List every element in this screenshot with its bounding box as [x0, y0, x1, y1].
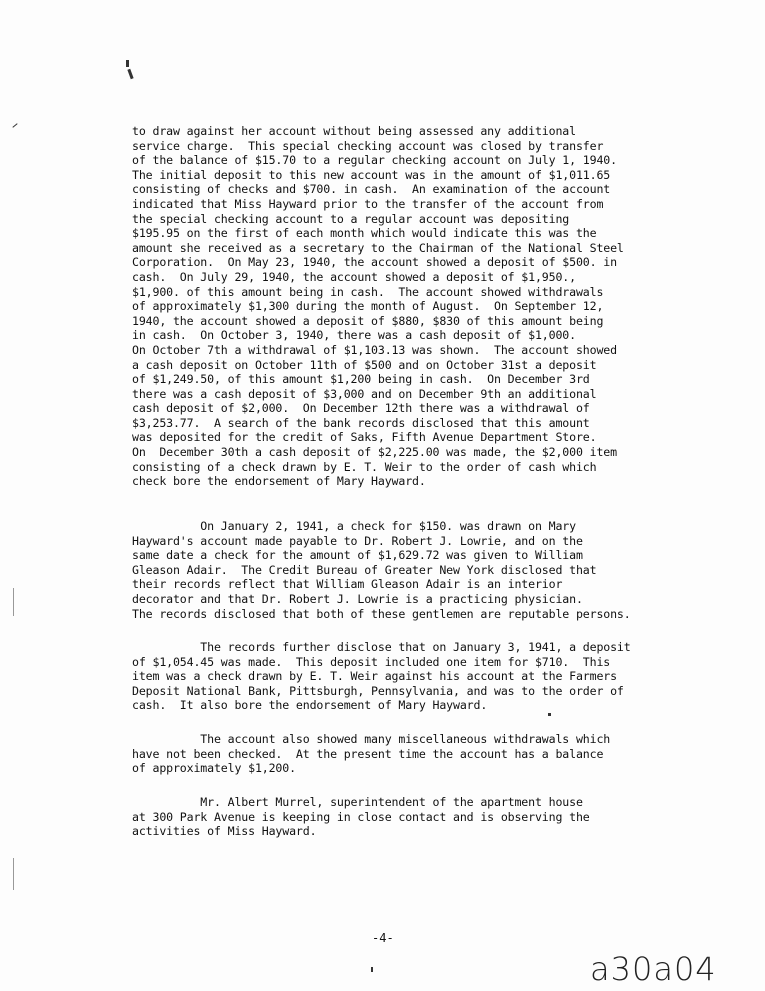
paragraph-january-checks: On January 2, 1941, a check for $150. was drawn on Mary Hayward's account made payable to Dr. Robert J. Lowrie, and on the same date a check for the amount of $1,629.72 was given to William Gleason Adair. The Credit Bureau of Greater New York disclosed that their records reflect that William Gleason Adair is an interior decorator and that Dr. Robert J. Lowrie is a practicing physician. The records disclosed that both of these gentlemen are reputable persons. [132, 519, 631, 621]
paragraph-withdrawals: The account also showed many miscellaneous withdrawals which have not been checked. At the present time the account has a balance of approximately $1,200. [132, 732, 611, 776]
paragraph-bank-account-history: to draw against her account without being assessed any additional service charge. This special checking account was closed by transfer of the balance of $15.70 to a regular checking account on July 1, 1940. The initial deposit to this new account was in the amount of $1,011.65 consisting of checks and $700. in cash. An examination of the account indicated that Miss Hayward prior to the transfer of the account from the special checking account to a regular account was depositing $195.95 on the first of each month which would indicate this was the amount she received as a secretary to the Chairman of the National Steel Corporation. On May 23, 1940, the account showed a deposit of $500. in cash. On July 29, 1940, the account showed a deposit of $1,950., $1,900. of this amount being in cash. The account showed withdrawals of approximately $1,300 during the month of August. On September 12, 1940, the account showed a deposit of $880, $830 of this amount being in cash. On October 3, 1940, there was a cash deposit of $1,000. On October 7th a withdrawal of $1,103.13 was shown. The account showed a cash deposit on October 11th of $500 and on October 31st a deposit of $1,249.50, of this amount $1,200 being in cash. On December 3rd there was a cash deposit of $3,000 and on December 9th an additional cash deposit of $2,000. On December 12th there was a withdrawal of $3,253.77. A search of the bank records disclosed that this amount was deposited for the credit of Saks, Fifth Avenue Department Store. On December 30th a cash deposit of $2,225.00 was made, the $2,000 item consisting of a check drawn by E. T. Weir to the order of cash which check bore the endorsement of Mary Hayward. [132, 124, 624, 489]
paragraph-superintendent: Mr. Albert Murrel, superintendent of the apartment house at 300 Park Avenue is keeping in close contact and is observing the activities of Miss Hayward. [132, 795, 590, 839]
scan-mark [13, 858, 14, 890]
paragraph-january-deposit: The records further disclose that on January 3, 1941, a deposit of $1,054.45 was made. This deposit included one item for $710. This item was a check drawn by E. T. Weir against his account at the Farmers Deposit National Bank, Pittsburgh, Pennsylvania, and was to the order of cash. It also bore the endorsement of Mary Hayward. [132, 640, 631, 713]
page-number: -4- [372, 931, 394, 945]
handwritten-reference-number: a30a04 [590, 950, 717, 988]
scan-mark [127, 69, 133, 79]
scan-mark [12, 123, 17, 128]
scan-mark [548, 713, 551, 716]
scan-mark [126, 60, 129, 67]
scan-mark [13, 588, 14, 616]
scan-mark [371, 967, 373, 972]
